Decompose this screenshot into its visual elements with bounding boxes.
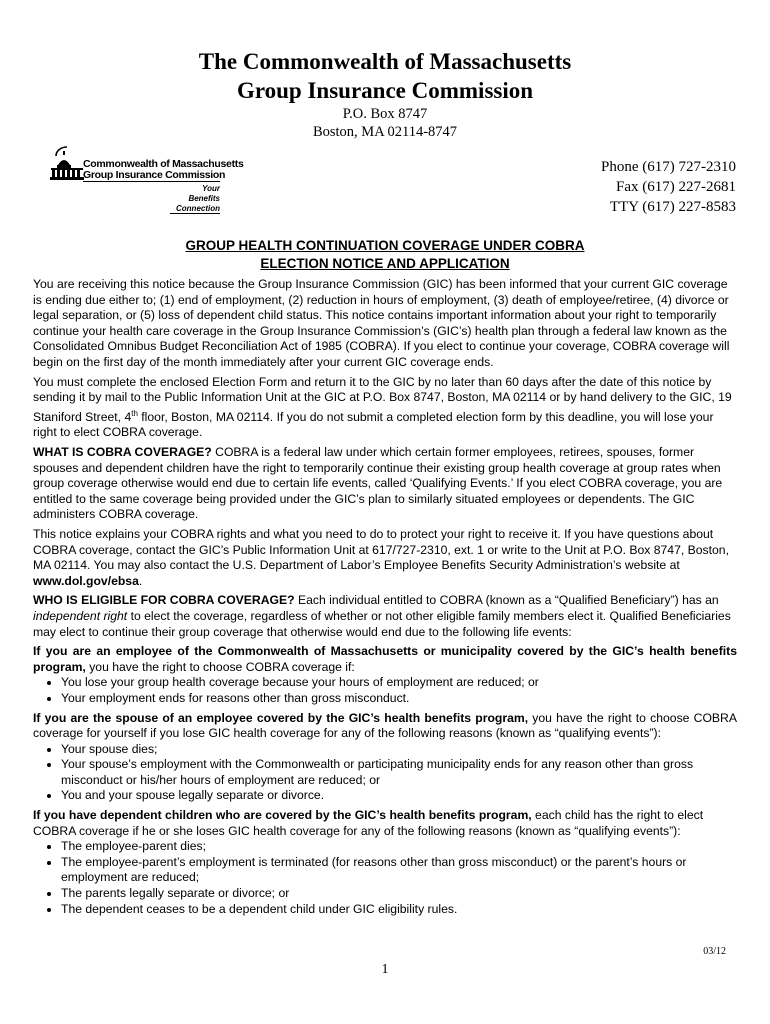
who-is-eligible-paragraph: WHO IS ELIGIBLE FOR COBRA COVERAGE? Each individual entitled to COBRA (known as a “Qualified Beneficiary”) has an independent right to elect the coverage, regardless of whether or not other eligible family members elect it. Qualified Beneficiaries may elect to continue their group coverage that otherwise would end due to the following life events:	[33, 593, 731, 639]
who-is-eligible-heading: WHO IS ELIGIBLE FOR COBRA COVERAGE?	[33, 593, 295, 608]
list-item: • You and your spouse legally separate or divorce.	[61, 788, 737, 804]
notice-body	[33, 277, 737, 921]
notice-title-line-2: ELECTION NOTICE AND APPLICATION	[260, 256, 510, 271]
list-item: • You lose your group health coverage because your hours of employment are reduced; or	[61, 675, 737, 691]
list-item: • The dependent ceases to be a dependent child under GIC eligibility rules.	[61, 902, 737, 918]
logo-divider	[83, 181, 220, 182]
what-is-cobra-paragraph: WHAT IS COBRA COVERAGE? COBRA is a federal law under which certain former employees, retirees, spouses, former spouses and dependent children have the right to temporarily continue their existing group health coverage at group rates when group coverage otherwise would end due to certain life events, called ‘Qualifying Events.’ If you elect COBRA coverage, you are entitled to the same coverage being provided under the GIC’s plan to similarly situated employees or dependents. The GIC administers COBRA coverage.	[33, 445, 723, 522]
list-item: • The parents legally separate or divorce; or	[61, 886, 737, 902]
employee-eligibility: If you are an employee of the Commonwealth of Massachusetts or municipality covered by the GIC’s health benefits program, you have the right to choose COBRA coverage if:	[33, 644, 737, 674]
header-gic: Group Insurance Commission	[236, 78, 534, 103]
logo-line-2: Group Insurance Commission	[83, 169, 226, 181]
page-number: 1	[381, 962, 389, 977]
list-item: • Your employment ends for reasons other than gross misconduct.	[61, 691, 737, 707]
spouse-events-list	[33, 742, 737, 804]
children-events-list	[33, 839, 737, 917]
phone-number: Phone (617) 727-2310	[601, 159, 736, 175]
list-item: • Your spouse dies;	[61, 742, 737, 758]
intro-paragraph: You are receiving this notice because the Group Insurance Commission (GIC) has been informed that your current GIC coverage is ending due either to; (1) end of employment, (2) reduction in hours of employment, (3) death of employee/retiree, (4) divorce or legal separation, or (5) loss of dependent child status. This notice contains important information about your right to temporarily continue your health care coverage in the Group Insurance Commission’s (GIC’s) health plan through a federal law known as the Consolidated Omnibus Budget Reconciliation Act of 1985 (COBRA). If you elect to continue your coverage, COBRA coverage will begin on the first day of the month immediately after your current GIC coverage ends.	[33, 277, 730, 369]
contact-block	[601, 157, 736, 217]
notice-title-line-1: GROUP HEALTH CONTINUATION COVERAGE UNDER COBRA	[185, 238, 585, 253]
header-city: Boston, MA 02114-8747	[312, 124, 458, 140]
dol-website-link[interactable]: www.dol.gov/ebsa	[33, 573, 139, 588]
fax-number: Fax (617) 227-2681	[616, 179, 736, 195]
header-po-box: P.O. Box 8747	[342, 106, 428, 122]
form-revision-code: 03/12	[703, 946, 726, 957]
logo-line-1: Commonwealth of Massachusetts	[83, 158, 244, 170]
list-item: • The employee-parent dies;	[61, 839, 737, 855]
tty-number: TTY (617) 227-8583	[609, 199, 736, 215]
list-item: • Your spouse’s employment with the Commonwealth or participating municipality ends for any reason other than gross misconduct or his/her hours of employment are reduced; or	[61, 757, 737, 788]
spouse-eligibility: If you are the spouse of an employee covered by the GIC’s health benefits program, you have the right to choose COBRA coverage for yourself if you lose GIC health coverage for any of the following reasons (known as “qualifying events”):	[33, 710, 737, 741]
logo-divider-2	[170, 213, 220, 214]
state-house-icon	[50, 146, 84, 186]
header-commonwealth: The Commonwealth of Massachusetts	[198, 49, 572, 74]
logo-tagline: Your Benefits Connection	[176, 184, 220, 213]
employee-events-list	[33, 675, 737, 706]
list-item: • The employee-parent’s employment is terminated (for reasons other than gross misconduct) or the parent’s hours or employment are reduced;	[61, 855, 737, 886]
children-eligibility: If you have dependent children who are covered by the GIC’s health benefits program, each child has the right to elect COBRA coverage if he or she loses GIC health coverage for any of the following reasons (known as “qualifying events”):	[33, 808, 704, 838]
deadline-paragraph: You must complete the enclosed Election Form and return it to the GIC by no later than 60 days after the date of this notice by sending it by mail to the Public Information Unit at the GIC at P.O. Box 8747, Boston, MA 02114 or by hand delivery to the GIC, 19 Staniford Street, 4th floor, Boston, MA 02114. If you do not submit a completed election form by this deadline, you will lose your right to elect COBRA coverage.	[33, 374, 732, 440]
what-is-cobra-heading: WHAT IS COBRA COVERAGE?	[33, 445, 212, 459]
gic-logo	[50, 146, 244, 218]
rights-paragraph: This notice explains your COBRA rights and what you need to do to protect your right to receive it. If you have questions about COBRA coverage, contact the GIC’s Public Information Unit at 617/727-2310, ext. 1 or write to the Unit at P.O. Box 8747, Boston, MA 02114. You may also contact the U.S. Department of Labor’s Employee Benefits Security Administration’s website at www.dol.gov/ebsa.	[33, 526, 729, 588]
